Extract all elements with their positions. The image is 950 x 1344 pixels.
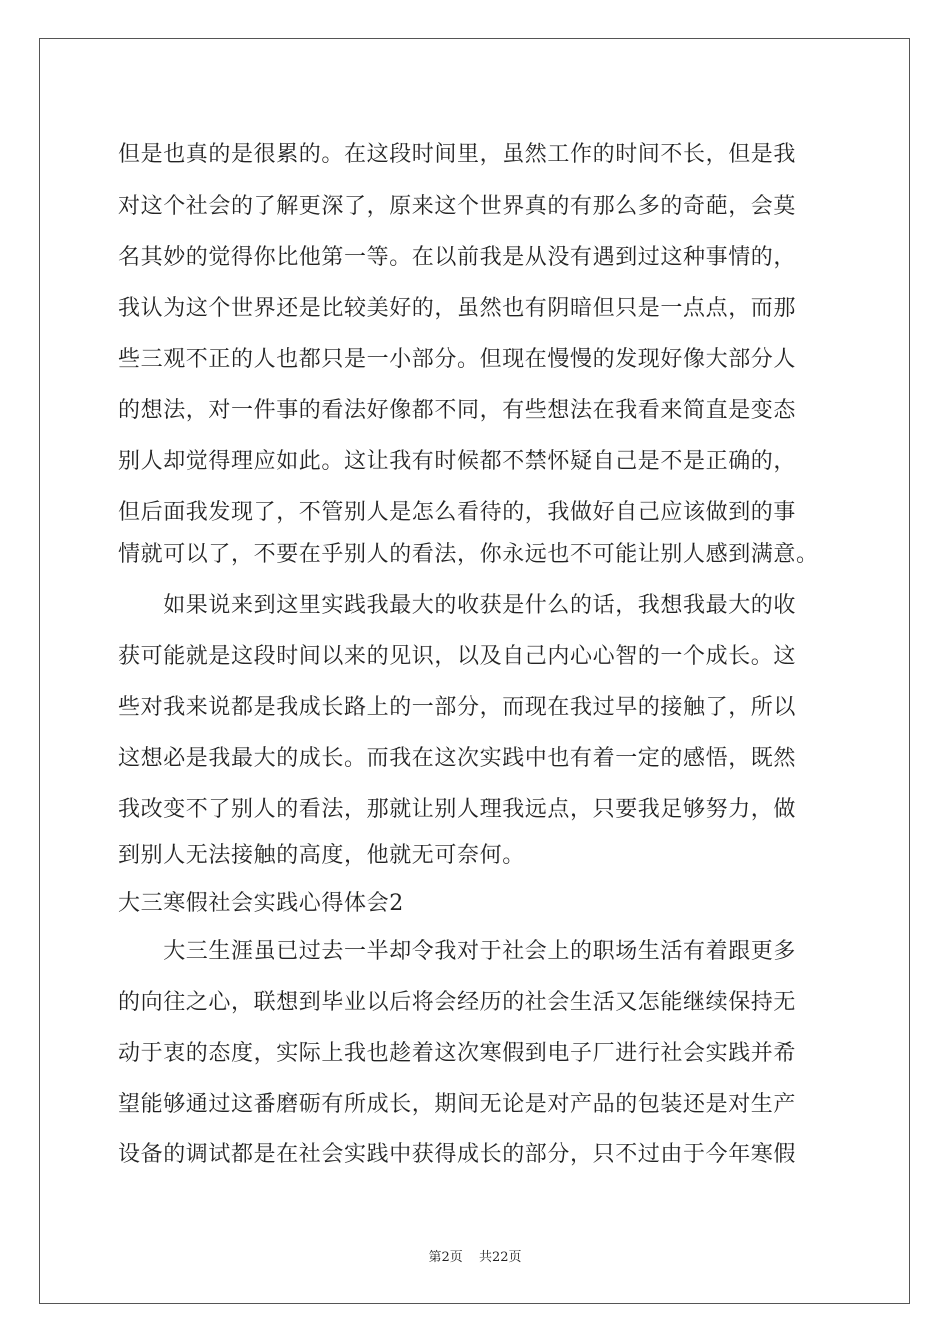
text-line: 情就可以了，不要在乎别人的看法，你永远也不可能让别人感到满意。 <box>118 542 819 567</box>
section-heading: 大三寒假社会实践心得体会2 <box>118 891 404 916</box>
text-line: 名其妙的觉得你比他第一等。在以前我是从没有遇到过这种事情的， <box>118 245 797 270</box>
text-line: 但是也真的是很累的。在这段时间里，虽然工作的时间不长，但是我 <box>118 142 797 167</box>
text-line: 这想必是我最大的成长。而我在这次实践中也有着一定的感悟，既然 <box>118 746 797 771</box>
text-line: 到别人无法接触的高度，他就无可奈何。 <box>118 843 525 868</box>
text-line: 别人却觉得理应如此。这让我有时候都不禁怀疑自己是不是正确的， <box>118 449 797 474</box>
text-line: 的想法，对一件事的看法好像都不同，有些想法在我看来简直是变态 <box>118 398 797 423</box>
text-line: 对这个社会的了解更深了，原来这个世界真的有那么多的奇葩，会莫 <box>118 194 797 219</box>
text-line: 我认为这个世界还是比较美好的，虽然也有阴暗但只是一点点，而那 <box>118 296 797 321</box>
page-number: 第2页 <box>428 1250 463 1265</box>
text-line: 我改变不了别人的看法，那就让别人理我远点，只要我足够努力，做 <box>118 797 797 822</box>
text-line: 些对我来说都是我成长路上的一部分，而现在我过早的接触了，所以 <box>118 695 797 720</box>
text-line: 获可能就是这段时间以来的见识，以及自己内心心智的一个成长。这 <box>118 644 797 669</box>
text-line: 动于衷的态度，实际上我也趁着这次寒假到电子厂进行社会实践并希 <box>118 1041 797 1066</box>
text-line: 望能够通过这番磨砺有所成长，期间无论是对产品的包装还是对生产 <box>118 1092 797 1117</box>
text-line: 大三生涯虽已过去一半却令我对于社会上的职场生活有着跟更多 <box>118 939 797 964</box>
page-total: 共22页 <box>478 1250 522 1265</box>
text-line: 设备的调试都是在社会实践中获得成长的部分，只不过由于今年寒假 <box>118 1142 797 1167</box>
text-line: 但后面我发现了，不管别人是怎么看待的，我做好自己应该做到的事 <box>118 500 797 525</box>
page-footer <box>0 1246 950 1265</box>
text-line: 如果说来到这里实践我最大的收获是什么的话，我想我最大的收 <box>118 593 797 618</box>
text-line: 些三观不正的人也都只是一小部分。但现在慢慢的发现好像大部分人 <box>118 347 797 372</box>
text-line: 的向往之心，联想到毕业以后将会经历的社会生活又怎能继续保持无 <box>118 990 797 1015</box>
